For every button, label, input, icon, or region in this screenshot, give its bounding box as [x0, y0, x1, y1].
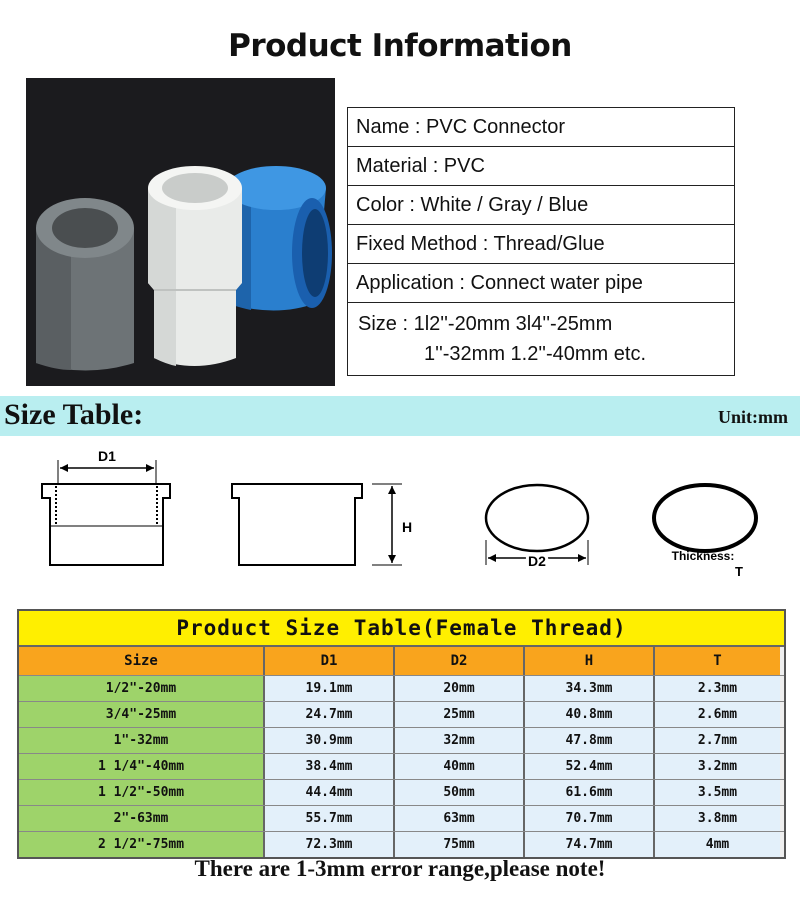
table-cell: 34.3mm: [525, 676, 655, 701]
label-t: T: [735, 564, 743, 579]
table-cell: 74.7mm: [525, 832, 655, 857]
diagram-h: [232, 484, 402, 565]
table-row: [19, 780, 784, 806]
header-cell: T: [655, 647, 780, 675]
page-title: Product Information: [228, 28, 572, 64]
table-cell: 2.3mm: [655, 676, 780, 701]
table-cell: 40mm: [395, 754, 525, 779]
table-cell: 1 1/2"-50mm: [19, 780, 265, 805]
table-cell: 63mm: [395, 806, 525, 831]
table-cell: 3/4"-25mm: [19, 702, 265, 727]
table-cell: 20mm: [395, 676, 525, 701]
diagram-thickness: [654, 485, 756, 551]
table-cell: 3.2mm: [655, 754, 780, 779]
info-name: Name : PVC Connector: [348, 108, 734, 147]
table-row: [19, 806, 784, 832]
table-cell: 75mm: [395, 832, 525, 857]
table-cell: 2.7mm: [655, 728, 780, 753]
label-d2: D2: [528, 553, 546, 569]
info-fixed-method: Fixed Method : Thread/Glue: [348, 225, 734, 264]
table-cell: 4mm: [655, 832, 780, 857]
table-cell: 70.7mm: [525, 806, 655, 831]
size-table-title: Product Size Table(Female Thread): [19, 611, 784, 647]
table-cell: 30.9mm: [265, 728, 395, 753]
table-cell: 52.4mm: [525, 754, 655, 779]
table-header-row: [19, 647, 784, 676]
info-size: [348, 303, 734, 375]
table-cell: 3.5mm: [655, 780, 780, 805]
table-cell: 24.7mm: [265, 702, 395, 727]
table-cell: 44.4mm: [265, 780, 395, 805]
header-cell: Size: [19, 647, 265, 675]
table-cell: 61.6mm: [525, 780, 655, 805]
table-cell: 25mm: [395, 702, 525, 727]
gray-connector-image: [36, 198, 134, 371]
label-thickness: Thickness:: [671, 549, 735, 563]
table-row: [19, 754, 784, 780]
table-cell: 1 1/4"-40mm: [19, 754, 265, 779]
info-application: Application : Connect water pipe: [348, 264, 734, 303]
table-cell: 38.4mm: [265, 754, 395, 779]
info-color: Color : White / Gray / Blue: [348, 186, 734, 225]
product-photo: [26, 78, 335, 386]
label-d1: D1: [98, 448, 116, 464]
table-cell: 40.8mm: [525, 702, 655, 727]
white-connector-image: [148, 166, 242, 366]
info-material: Material : PVC: [348, 147, 734, 186]
table-body: [19, 676, 784, 857]
table-cell: 72.3mm: [265, 832, 395, 857]
size-table-heading: Size Table:: [4, 398, 144, 431]
table-row: [19, 676, 784, 702]
header-cell: D2: [395, 647, 525, 675]
dimension-diagrams: [0, 440, 800, 590]
table-cell: 2"-63mm: [19, 806, 265, 831]
header-cell: H: [525, 647, 655, 675]
table-cell: 2.6mm: [655, 702, 780, 727]
header-cell: D1: [265, 647, 395, 675]
info-size-line1: Size : 1l2''-20mm 3l4''-25mm: [358, 313, 613, 335]
label-h: H: [402, 519, 413, 535]
table-cell: 3.8mm: [655, 806, 780, 831]
error-range-note: There are 1-3mm error range,please note!: [194, 856, 606, 881]
product-size-table: [17, 609, 786, 859]
table-cell: 1"-32mm: [19, 728, 265, 753]
diagram-d1: [42, 460, 170, 565]
product-info-table: [347, 107, 735, 376]
table-cell: 55.7mm: [265, 806, 395, 831]
table-cell: 50mm: [395, 780, 525, 805]
table-cell: 19.1mm: [265, 676, 395, 701]
table-row: [19, 702, 784, 728]
table-row: [19, 728, 784, 754]
table-cell: 47.8mm: [525, 728, 655, 753]
table-cell: 32mm: [395, 728, 525, 753]
table-row: [19, 832, 784, 857]
unit-label: Unit:mm: [718, 407, 788, 427]
info-size-line2: 1''-32mm 1.2''-40mm etc.: [424, 343, 647, 365]
table-cell: 2 1/2"-75mm: [19, 832, 265, 857]
table-cell: 1/2"-20mm: [19, 676, 265, 701]
